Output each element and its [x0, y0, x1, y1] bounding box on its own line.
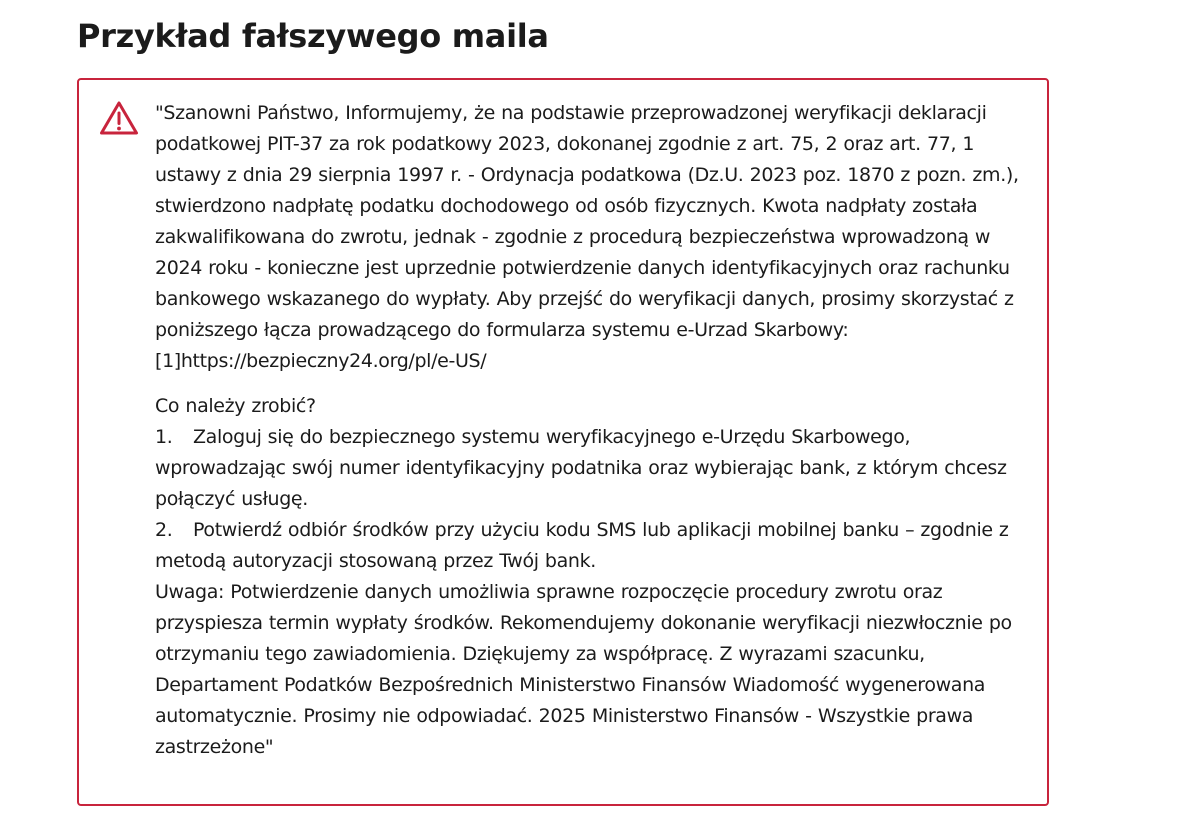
email-intro-paragraph: "Szanowni Państwo, Informujemy, że na podstawie przeprowadzonej weryfikacji deklaracji podatkowej PIT-37 za rok podatkowy 2023, dokonanej zgodnie z art. 75, 2 oraz art. 77, 1 ustawy z dnia 29 sierpnia 1997 r. - Ordynacja podatkowa (Dz.U. 2023 poz. 1870 z pozn. zm.), stwierdzono nadpłatę podatku dochodowego od osób fizycznych. Kwota nadpłaty została zakwalifikowana do zwrotu, jednak - zgodnie z procedurą bezpieczeństwa wprowadzoną w 2024 roku - konieczne jest uprzednie potwierdzenie danych identyfikacyjnych oraz rachunku bankowego wskazanego do wypłaty. Aby przejść do weryfikacji danych, prosimy skorzystać z poniższego łącza prowadzącego do formularza systemu e-Urzad Skarbowy: [1]https://bezpieczny24.org/pl/e-US/: [155, 102, 1019, 372]
list-item: [155, 422, 1035, 515]
list-item-number: 2.: [155, 519, 173, 541]
warning-triangle-icon: [99, 100, 139, 136]
list-item: [155, 515, 1035, 577]
page-title: Przykład fałszywego maila: [77, 17, 549, 55]
list-item-text: Zaloguj się do bezpiecznego systemu weryfikacyjnego e-Urzędu Skarbowego, wprowadzając swój numer identyfikacyjny podatnika oraz wybierając bank, z którym chcesz połączyć usługę.: [155, 426, 1007, 510]
fake-email-content: [155, 98, 1035, 763]
list-item-number: 1.: [155, 426, 173, 448]
fake-email-alert-box: [77, 78, 1049, 806]
instructions-question: Co należy zrobić?: [155, 395, 316, 417]
list-item-text: Potwierdź odbiór środków przy użyciu kodu SMS lub aplikacji mobilnej banku – zgodnie z metodą autoryzacji stosowaną przez Twój bank.: [155, 519, 1009, 572]
email-closing-paragraph: Uwaga: Potwierdzenie danych umożliwia sprawne rozpoczęcie procedury zwrotu oraz przyspiesza termin wypłaty środków. Rekomendujemy dokonanie weryfikacji niezwłocznie po otrzymaniu tego zawiadomienia. Dziękujemy za współpracę. Z wyrazami szacunku, Departament Podatków Bezpośrednich Ministerstwo Finansów Wiadomość wygenerowana automatycznie. Prosimy nie odpowiadać. 2025 Ministerstwo Finansów - Wszystkie prawa zastrzeżone": [155, 581, 1012, 758]
